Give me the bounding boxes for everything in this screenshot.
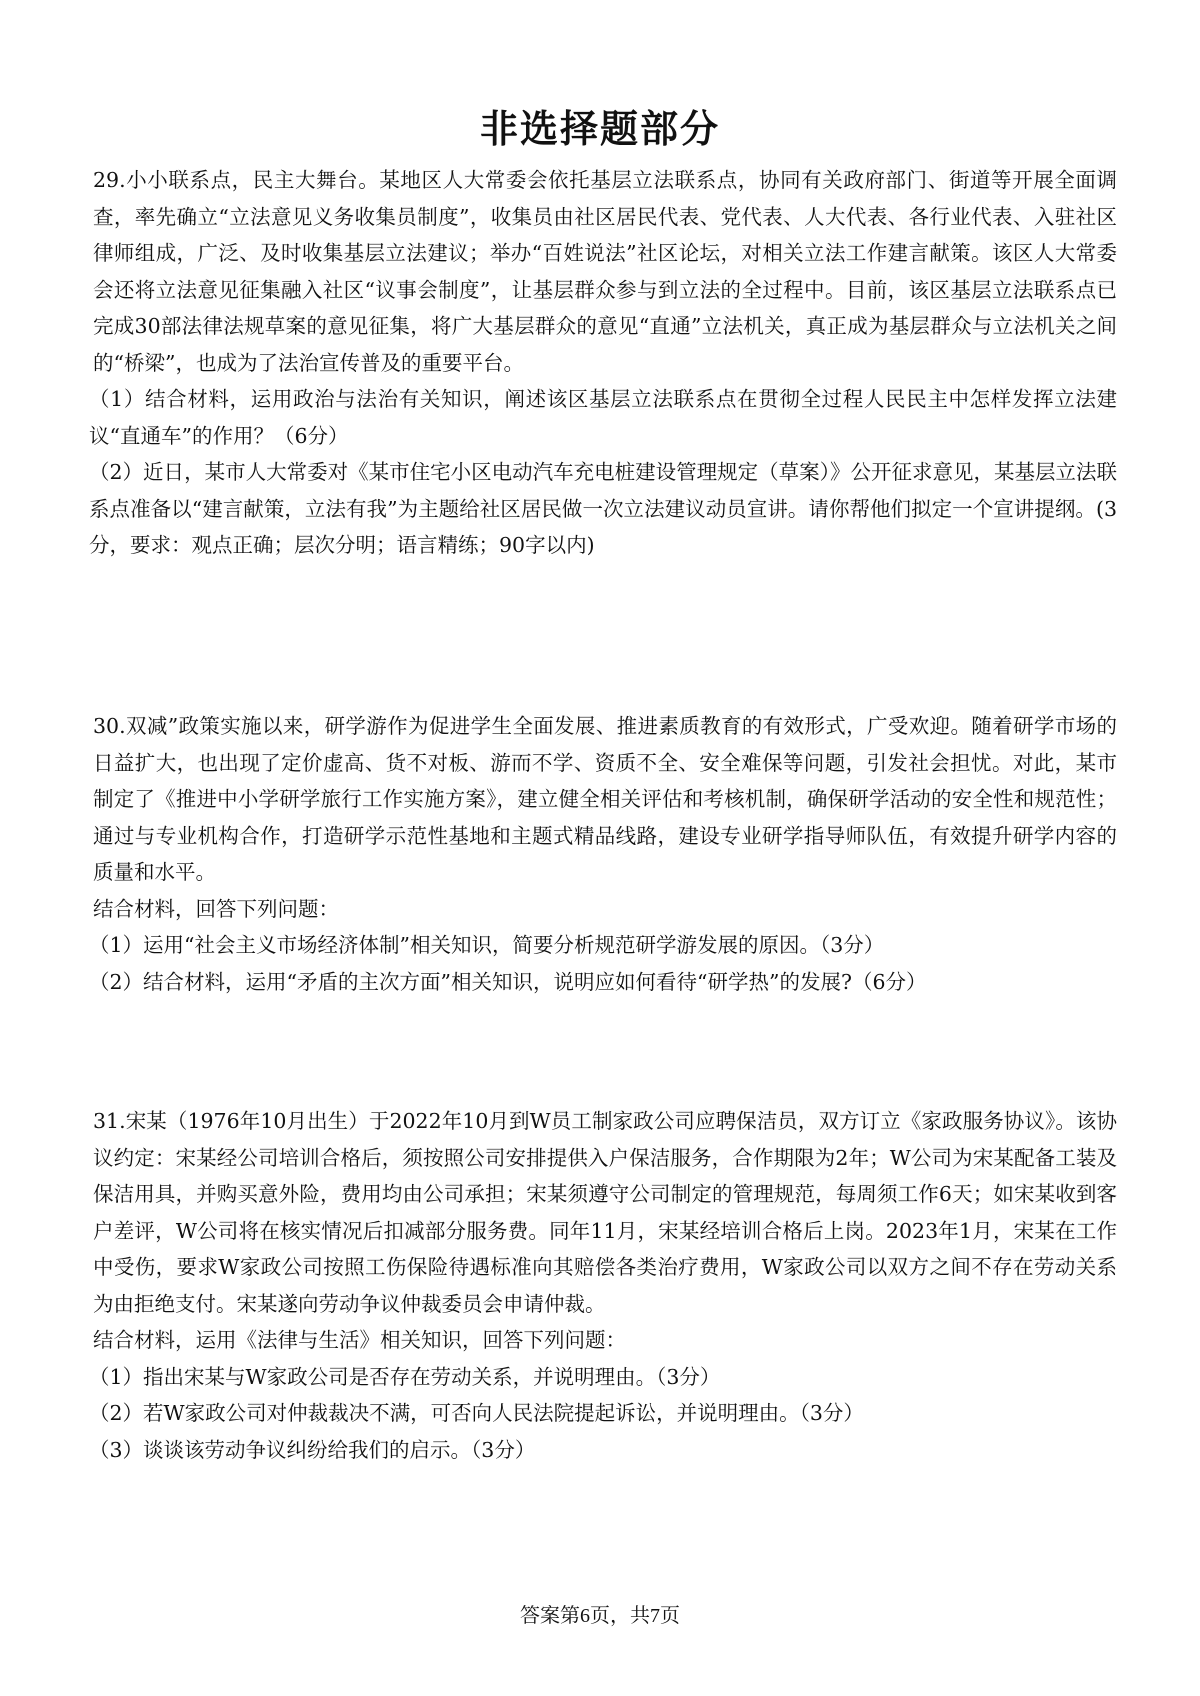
question-31-prompt: 结合材料，运用《法律与生活》相关知识，回答下列问题：	[93, 1328, 626, 1352]
question-29-part-2: （2）近日，某市人大常委对《某市住宅小区电动汽车充电桩建设管理规定（草案）》公开征求意见，某基层立法联系点准备以“建言献策，立法有我”为主题给社区居民做一次立法建议动员宣讲。请你帮他们拟定一个宣讲提纲。(3分，要求：观点正确；层次分明；语言精练；90字以内)	[89, 460, 1117, 557]
question-29-part-1: （1）结合材料，运用政治与法治有关知识，阐述该区基层立法联系点在贯彻全过程人民民主中怎样发挥立法建议“直通车”的作用？（6分）	[89, 387, 1117, 448]
question-30-prompt: 结合材料，回答下列问题：	[93, 896, 339, 921]
question-29	[89, 162, 1117, 564]
question-30-part-1: （1）运用“社会主义市场经济体制”相关知识，简要分析规范研学游发展的原因。（3分）	[89, 933, 885, 957]
question-30-part-2: （2）结合材料，运用“矛盾的主次方面”相关知识，说明应如何看待“研学热”的发展?（6分）	[89, 969, 927, 994]
page-footer: 答案第6页，共7页	[520, 1605, 680, 1627]
question-31-part-3: （3）谈谈该劳动争议纠纷给我们的启示。（3分）	[89, 1437, 536, 1462]
question-30	[89, 708, 1117, 1000]
question-31-part-1: （1）指出宋某与W家政公司是否存在劳动关系，并说明理由。（3分）	[89, 1364, 721, 1389]
question-31-part-2: （2）若W家政公司对仲裁裁决不满，可否向人民法院提起诉讼，并说明理由。（3分）	[89, 1401, 864, 1425]
question-30-material: 30.双减”政策实施以来，研学游作为促进学生全面发展、推进素质教育的有效形式，广受欢迎。随着研学市场的日益扩大，也出现了定价虚高、货不对板、游而不学、资质不全、安全难保等问题，引发社会担忧。对此，某市制定了《推进中小学研学旅行工作实施方案》，建立健全相关评估和考核机制，确保研学活动的安全性和规范性；通过与专业机构合作，打造研学示范性基地和主题式精品线路，建设专业研学指导师队伍，有效提升研学内容的质量和水平。	[93, 714, 1117, 884]
question-29-material: 29.小小联系点，民主大舞台。某地区人大常委会依托基层立法联系点，协同有关政府部门、街道等开展全面调查，率先确立“立法意见义务收集员制度”，收集员由社区居民代表、党代表、人大代表、各行业代表、入驻社区律师组成，广泛、及时收集基层立法建议；举办“百姓说法”社区论坛，对相关立法工作建言献策。该区人大常委会还将立法意见征集融入社区“议事会制度”，让基层群众参与到立法的全过程中。目前，该区基层立法联系点已完成30部法律法规草案的意见征集，将广大基层群众的意见“直通”立法机关，真正成为基层群众与立法机关之间的“桥梁”，也成为了法治宣传普及的重要平台。	[93, 168, 1117, 375]
section-title: 非选择题部分	[479, 107, 720, 151]
question-31-material: 31.宋某（1976年10月出生）于2022年10月到W员工制家政公司应聘保洁员，双方订立《家政服务协议》。该协议约定：宋某经公司培训合格后，须按照公司安排提供入户保洁服务，合作期限为2年；W公司为宋某配备工装及保洁用具，并购买意外险，费用均由公司承担；宋某须遵守公司制定的管理规范，每周须工作6天；如宋某收到客户差评，W公司将在核实情况后扣减部分服务费。同年11月，宋某经培训合格后上岗。2023年1月，宋某在工作中受伤，要求W家政公司按照工伤保险待遇标准向其赔偿各类治疗费用，W家政公司以双方之间不存在劳动关系为由拒绝支付。宋某遂向劳动争议仲裁委员会申请仲裁。	[93, 1109, 1117, 1316]
question-31	[89, 1103, 1117, 1468]
